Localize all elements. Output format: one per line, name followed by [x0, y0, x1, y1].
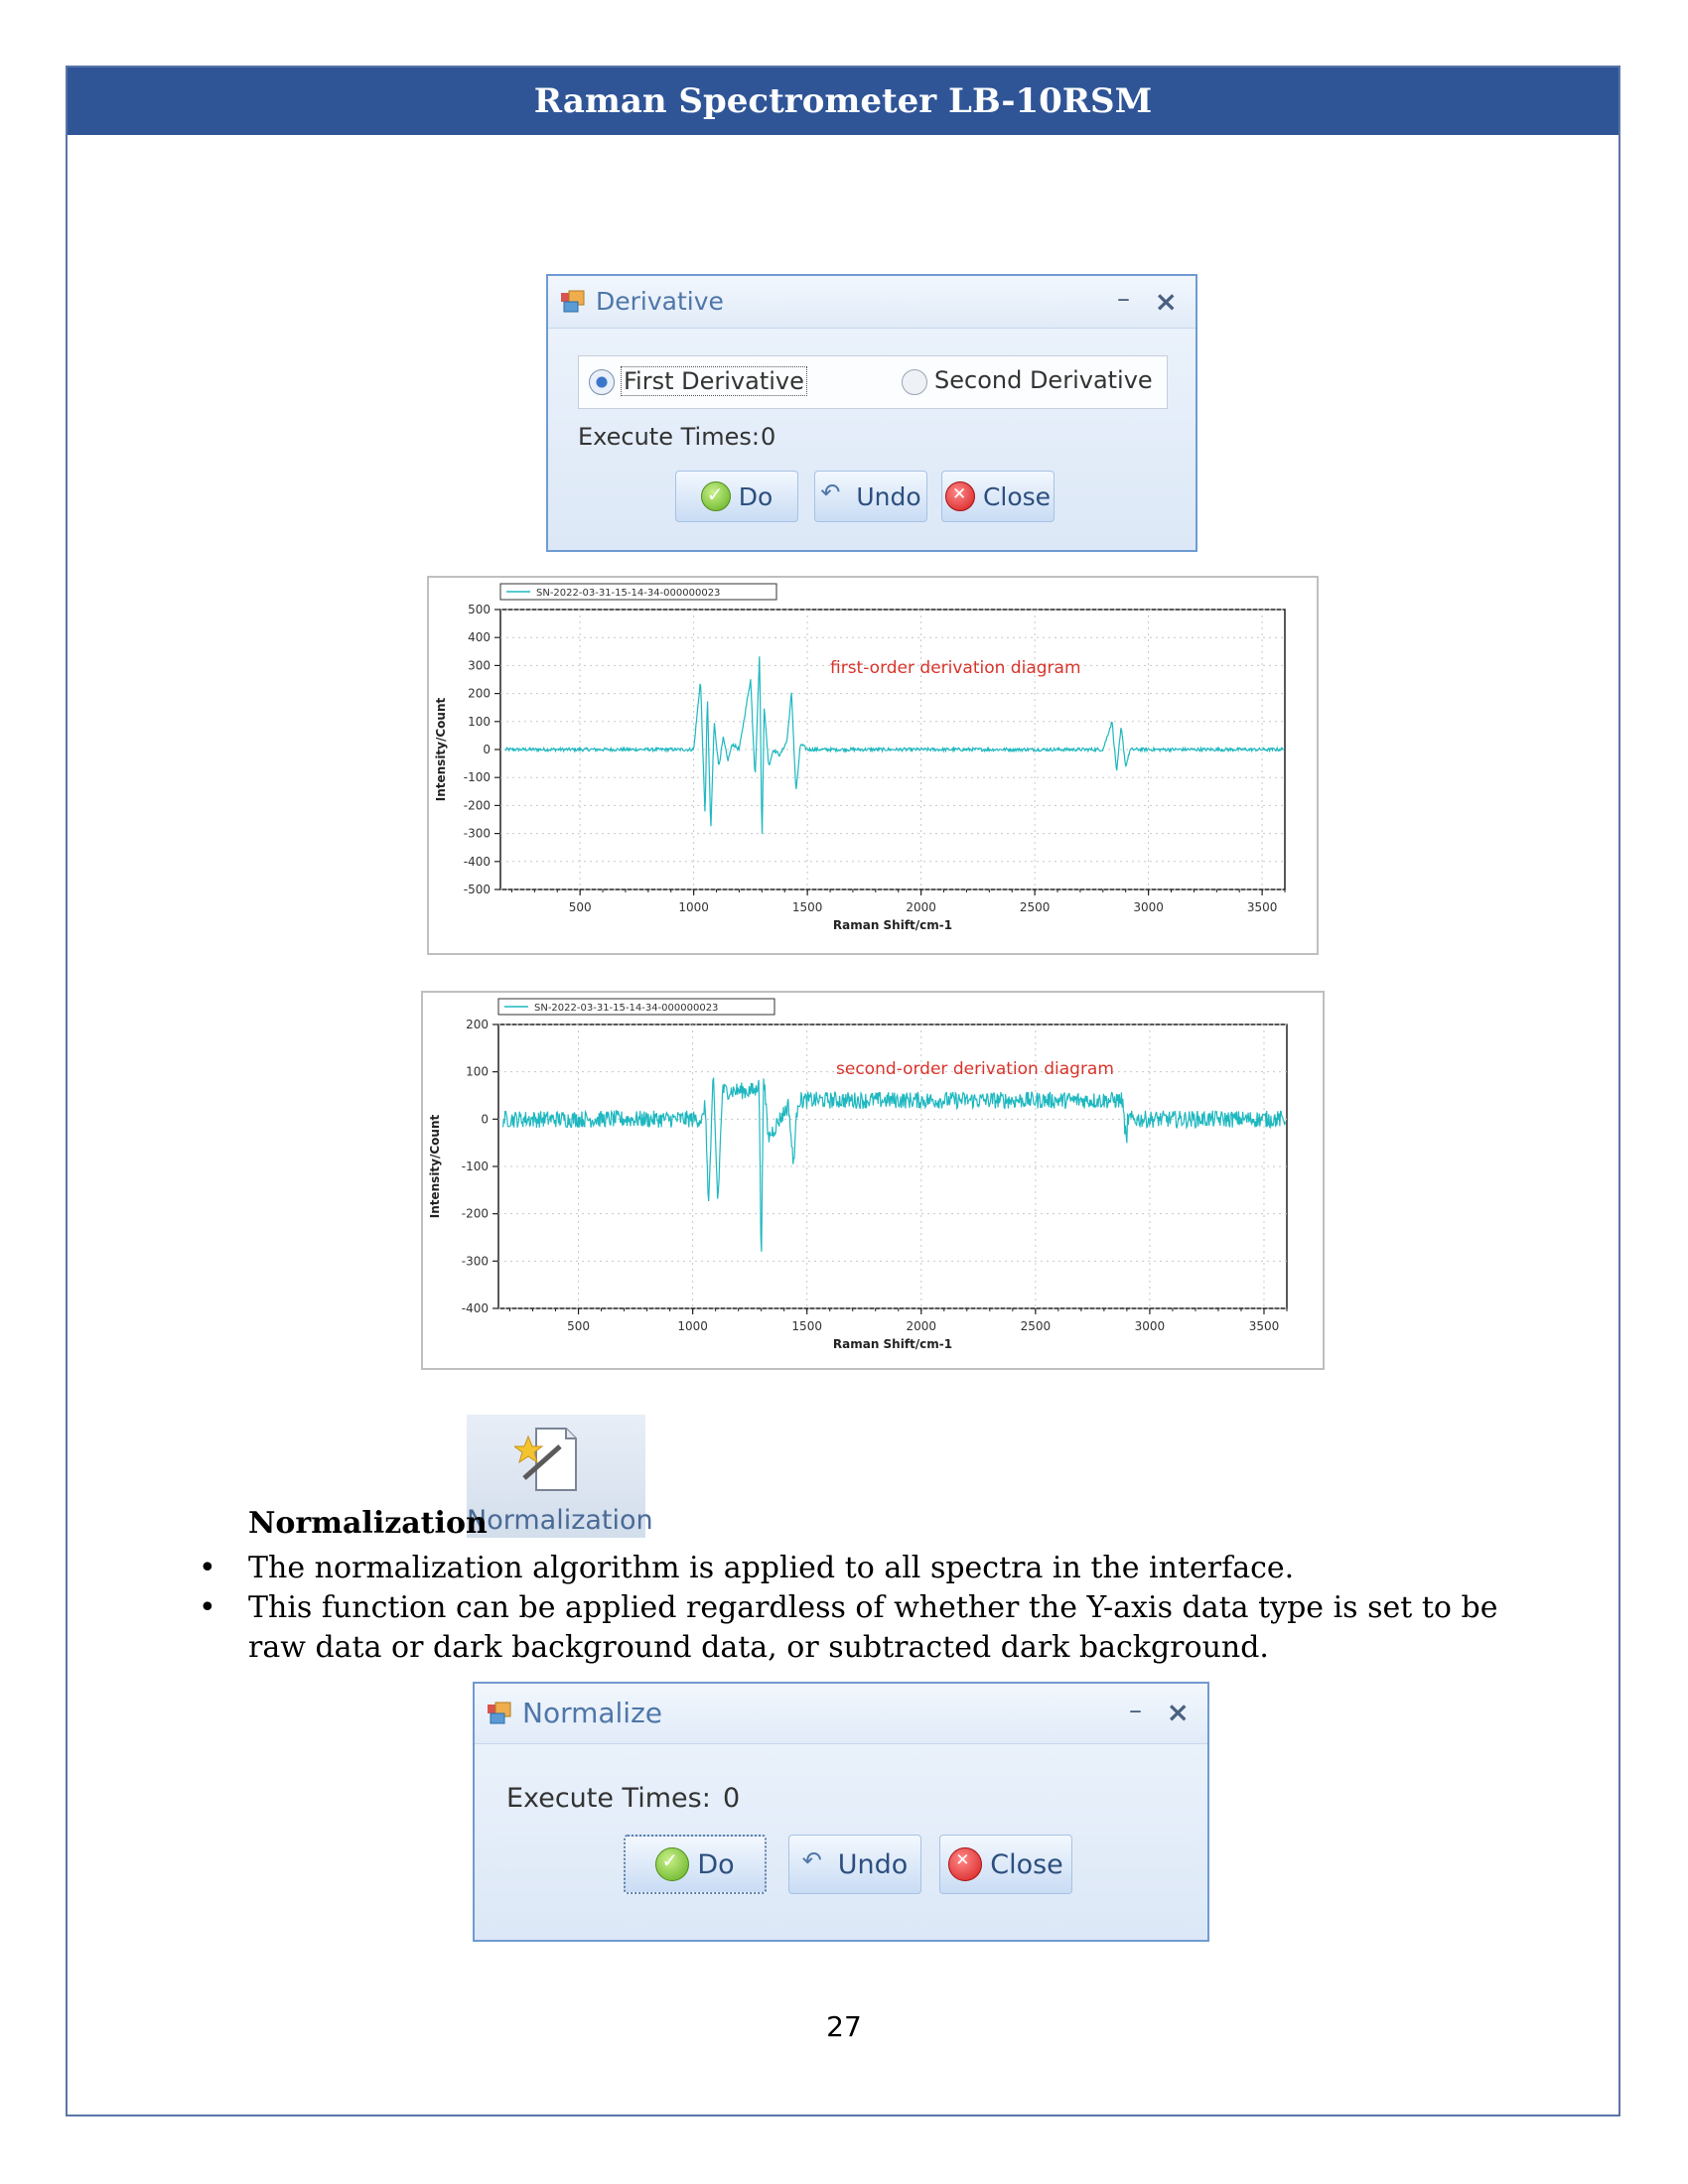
- do-button-label: Do: [738, 481, 774, 511]
- chart-annotation: first-order derivation diagram: [830, 658, 1081, 678]
- normalize-dialog: [473, 1682, 1209, 1942]
- x-tick-label: 2500: [1020, 1319, 1052, 1333]
- y-tick-label: 400: [468, 630, 491, 645]
- execute-times-label: Execute Times:: [578, 423, 760, 451]
- magic-wand-document-icon: [514, 1421, 594, 1496]
- legend-label: SN-2022-03-31-15-14-34-000000023: [536, 588, 721, 599]
- y-axis-label: Intensity/Count: [428, 1114, 442, 1219]
- close-button-label: Close: [990, 1848, 1063, 1880]
- dialog-title: Normalize: [522, 1697, 663, 1729]
- undo-icon: ↶: [820, 478, 841, 506]
- chart-annotation: second-order derivation diagram: [836, 1059, 1114, 1079]
- x-tick-label: 2000: [906, 1319, 937, 1333]
- y-tick-label: 100: [466, 1064, 489, 1079]
- x-tick-label: 1500: [791, 1319, 822, 1333]
- page-header: Raman Spectrometer LB-10RSM: [68, 68, 1618, 135]
- y-tick-label: -300: [463, 826, 491, 841]
- bullet-item: • The normalization algorithm is applied to all spectra in the interface.: [199, 1549, 1509, 1588]
- normalization-toolbar-button[interactable]: [467, 1415, 653, 1538]
- section-heading: Normalization: [248, 1506, 488, 1541]
- y-tick-label: 0: [481, 1112, 489, 1127]
- minimize-icon[interactable]: –: [1117, 284, 1130, 314]
- x-tick-label: 3500: [1246, 900, 1278, 914]
- do-button[interactable]: [624, 1835, 767, 1894]
- x-tick-label: 2000: [906, 900, 936, 914]
- undo-button-label: Undo: [856, 481, 921, 511]
- second-derivative-plot: [423, 993, 1323, 1368]
- undo-button-label: Undo: [837, 1848, 909, 1880]
- undo-button[interactable]: [814, 471, 927, 522]
- dialog-titlebar[interactable]: [475, 1684, 1207, 1744]
- y-tick-label: -100: [461, 1160, 489, 1173]
- radio-first-derivative[interactable]: [589, 369, 615, 395]
- y-tick-label: 300: [468, 658, 491, 673]
- close-circle-icon: [948, 1847, 982, 1881]
- y-tick-label: -400: [461, 1301, 489, 1315]
- undo-icon: ↶: [801, 1846, 822, 1874]
- first-derivative-label[interactable]: First Derivative: [621, 366, 807, 396]
- radio-second-derivative[interactable]: [902, 369, 927, 395]
- y-tick-label: -400: [463, 854, 491, 869]
- first-derivative-chart: [427, 576, 1319, 955]
- x-tick-label: 1000: [678, 900, 709, 914]
- y-tick-label: 200: [466, 1018, 489, 1031]
- y-tick-label: -500: [463, 883, 491, 896]
- close-button-label: Close: [982, 481, 1052, 511]
- first-derivative-plot: [429, 578, 1317, 953]
- execute-times-value: 0: [761, 423, 776, 451]
- minimize-icon[interactable]: –: [1129, 1696, 1142, 1725]
- execute-times-value: 0: [723, 1783, 741, 1814]
- undo-button[interactable]: [788, 1835, 921, 1894]
- y-tick-label: 200: [468, 686, 491, 701]
- x-tick-label: 500: [568, 900, 592, 914]
- x-tick-label: 3000: [1134, 1319, 1166, 1333]
- dialog-title: Derivative: [596, 287, 724, 316]
- x-axis-label: Raman Shift/cm-1: [832, 1337, 953, 1351]
- y-tick-label: 500: [468, 603, 491, 616]
- second-derivative-label[interactable]: Second Derivative: [934, 366, 1153, 394]
- page-number: 27: [826, 2010, 862, 2043]
- legend-label: SN-2022-03-31-15-14-34-000000023: [534, 1003, 719, 1014]
- x-tick-label: 1500: [791, 900, 823, 914]
- x-tick-label: 3500: [1248, 1319, 1280, 1333]
- x-tick-label: 2500: [1019, 900, 1051, 914]
- y-tick-label: -300: [461, 1254, 489, 1269]
- y-tick-label: 0: [483, 743, 491, 756]
- check-icon: [655, 1847, 689, 1881]
- second-derivative-chart: [421, 991, 1325, 1370]
- close-icon[interactable]: ×: [1166, 1696, 1190, 1728]
- normalization-bullets: [199, 1549, 1509, 1668]
- normalization-button-label: Normalization: [467, 1505, 653, 1536]
- app-window-icon: [487, 1702, 512, 1725]
- y-tick-label: 100: [468, 714, 491, 729]
- x-tick-label: 1000: [677, 1319, 708, 1333]
- x-tick-label: 500: [567, 1319, 591, 1333]
- execute-times-label: Execute Times:: [506, 1783, 711, 1814]
- do-button-label: Do: [697, 1848, 735, 1880]
- check-icon: [701, 481, 731, 511]
- dialog-titlebar[interactable]: [548, 276, 1196, 329]
- app-window-icon: [560, 290, 586, 314]
- do-button[interactable]: [675, 471, 798, 522]
- close-circle-icon: [945, 481, 975, 511]
- close-button[interactable]: [939, 1835, 1072, 1894]
- y-tick-label: -100: [463, 770, 491, 785]
- y-tick-label: -200: [463, 798, 491, 813]
- x-tick-label: 3000: [1133, 900, 1164, 914]
- bullet-item: • This function can be applied regardless of whether the Y-axis data type is set to be raw data or dark background data, or subtracted dark background.: [199, 1588, 1509, 1668]
- derivative-dialog: [546, 274, 1197, 552]
- derivative-options-group: [578, 355, 1168, 409]
- y-tick-label: -200: [461, 1206, 489, 1221]
- x-axis-label: Raman Shift/cm-1: [832, 918, 953, 932]
- close-icon[interactable]: ×: [1154, 285, 1178, 318]
- close-button[interactable]: [941, 471, 1055, 522]
- y-axis-label: Intensity/Count: [434, 697, 448, 802]
